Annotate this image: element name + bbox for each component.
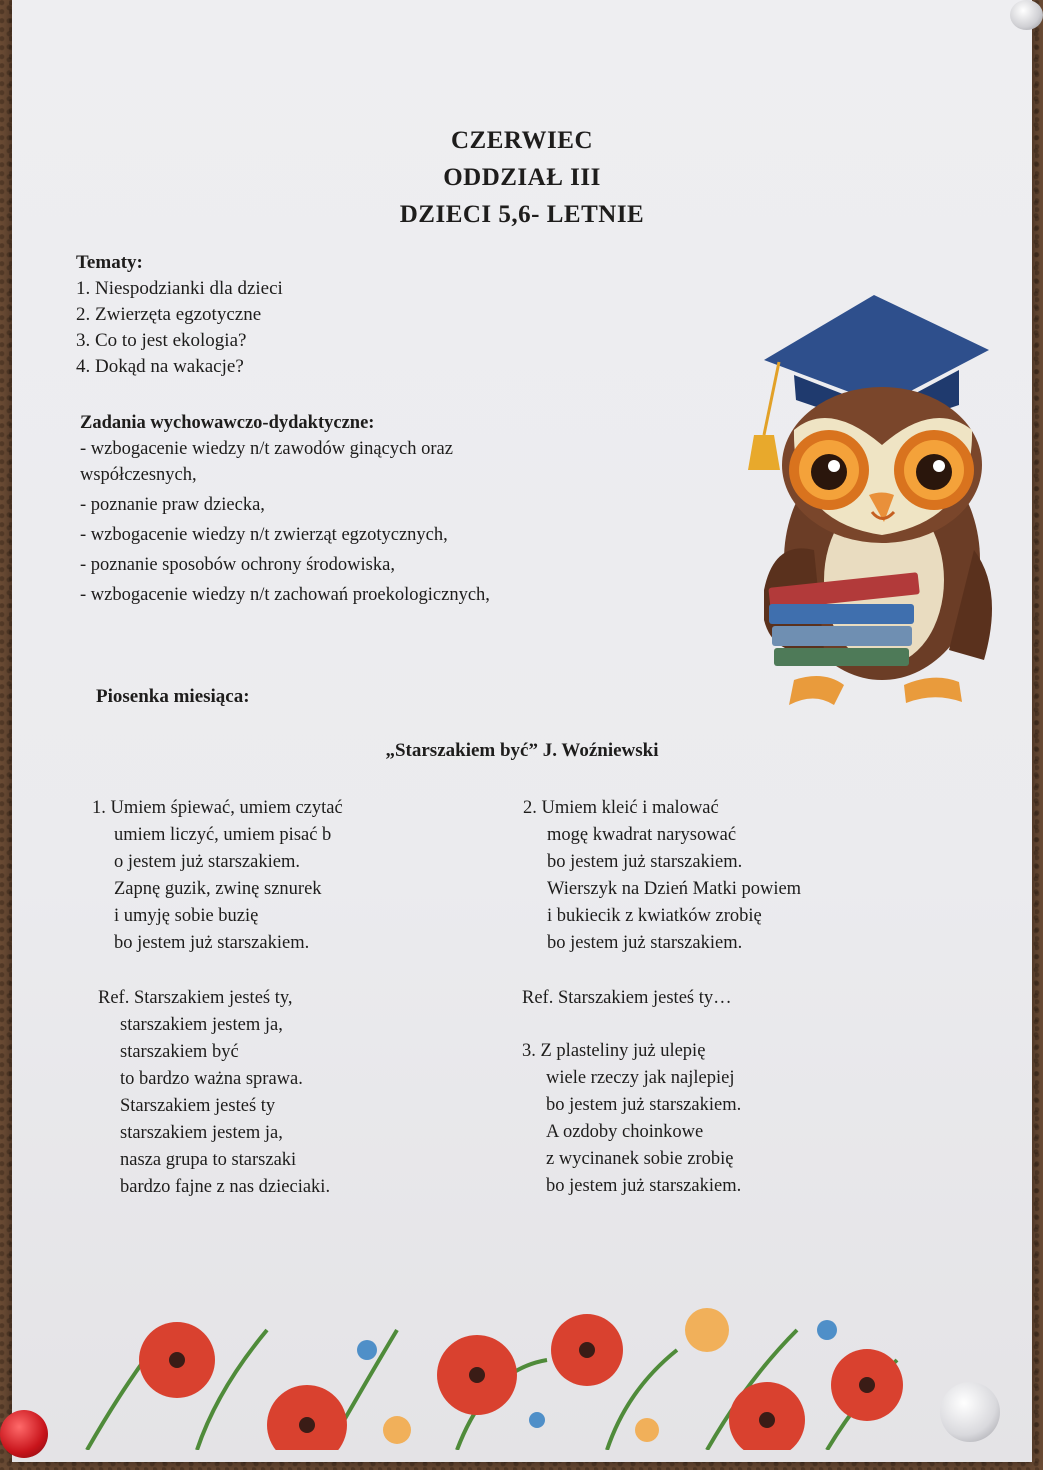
- tasks-heading: Zadania wychowawczo-dydaktyczne:: [80, 413, 375, 433]
- refrain-line: Ref. Starszakiem jesteś ty,: [98, 988, 293, 1008]
- task-item: - wzbogacenie wiedzy n/t zwierząt egzotycznych,: [80, 525, 448, 545]
- topics-section: [76, 250, 283, 380]
- refrain-line: bardzo fajne z nas dzieciaki.: [120, 1177, 331, 1197]
- verse-line: i bukiecik z kwiatków zrobię: [547, 906, 762, 926]
- verse-line: 3. Z plasteliny już ulepię: [522, 1041, 706, 1061]
- pushpin-icon: [0, 1410, 48, 1458]
- verse-line: bo jestem już starszakiem.: [546, 1095, 742, 1115]
- flower-border-icon: [67, 1290, 917, 1450]
- song-refrain: [98, 985, 330, 1201]
- refrain-line: starszakiem jestem ja,: [120, 1123, 283, 1143]
- verse-line: A ozdoby choinkowe: [546, 1122, 704, 1142]
- song-verse-1: [92, 795, 343, 957]
- refrain-line: to bardzo ważna sprawa.: [120, 1069, 303, 1089]
- song-heading: Piosenka miesiąca:: [96, 686, 250, 707]
- refrain-line: Ref. Starszakiem jesteś ty…: [522, 988, 732, 1008]
- topics-heading: Tematy:: [76, 252, 143, 273]
- owl-graduate-icon: [734, 290, 1004, 720]
- verse-line: i umyję sobie buzię: [114, 906, 259, 926]
- refrain-line: starszakiem jestem ja,: [120, 1015, 283, 1035]
- verse-line: bo jestem już starszakiem.: [547, 852, 743, 872]
- title-group: ODDZIAŁ III: [443, 164, 601, 191]
- task-item: - wzbogacenie wiedzy n/t zachowań proekologicznych,: [80, 585, 490, 605]
- song-title: „Starszakiem być” J. Woźniewski: [385, 740, 659, 761]
- verse-line: umiem liczyć, umiem pisać b: [114, 825, 332, 845]
- verse-line: Zapnę guzik, zwinę sznurek: [114, 879, 322, 899]
- topic-item: 1. Niespodzianki dla dzieci: [76, 278, 283, 299]
- task-item: - poznanie praw dziecka,: [80, 495, 265, 515]
- song-verse-2: [523, 795, 801, 957]
- notice-sheet: [12, 0, 1032, 1462]
- verse-line: o jestem już starszakiem.: [114, 852, 300, 872]
- verse-line: 1. Umiem śpiewać, umiem czytać: [92, 798, 343, 818]
- topic-item: 4. Dokąd na wakacje?: [76, 356, 244, 377]
- verse-line: bo jestem już starszakiem.: [547, 933, 743, 953]
- title-month: CZERWIEC: [450, 127, 594, 154]
- song-refrain-short: [522, 985, 732, 1012]
- verse-line: Wierszyk na Dzień Matki powiem: [547, 879, 802, 899]
- topic-item: 3. Co to jest ekologia?: [76, 330, 247, 351]
- pushpin-icon: [1010, 0, 1043, 30]
- verse-line: wiele rzeczy jak najlepiej: [546, 1068, 735, 1088]
- verse-line: bo jestem już starszakiem.: [114, 933, 310, 953]
- task-item: - wzbogacenie wiedzy n/t zawodów ginących oraz współczesnych,: [80, 439, 453, 485]
- verse-line: 2. Umiem kleić i malować: [523, 798, 719, 818]
- tasks-section: [80, 410, 550, 608]
- task-item: - poznanie sposobów ochrony środowiska,: [80, 555, 395, 575]
- verse-line: bo jestem już starszakiem.: [546, 1176, 742, 1196]
- verse-line: mogę kwadrat narysować: [547, 825, 737, 845]
- title-age: DZIECI 5,6- LETNIE: [399, 201, 645, 228]
- pushpin-icon: [940, 1382, 1000, 1442]
- verse-line: z wycinanek sobie zrobię: [546, 1149, 734, 1169]
- page-title: [12, 122, 1032, 233]
- refrain-line: Starszakiem jesteś ty: [120, 1096, 276, 1116]
- refrain-line: starszakiem być: [120, 1042, 239, 1062]
- topic-item: 2. Zwierzęta egzotyczne: [76, 304, 262, 325]
- song-verse-3: [522, 1038, 741, 1200]
- refrain-line: nasza grupa to starszaki: [120, 1150, 297, 1170]
